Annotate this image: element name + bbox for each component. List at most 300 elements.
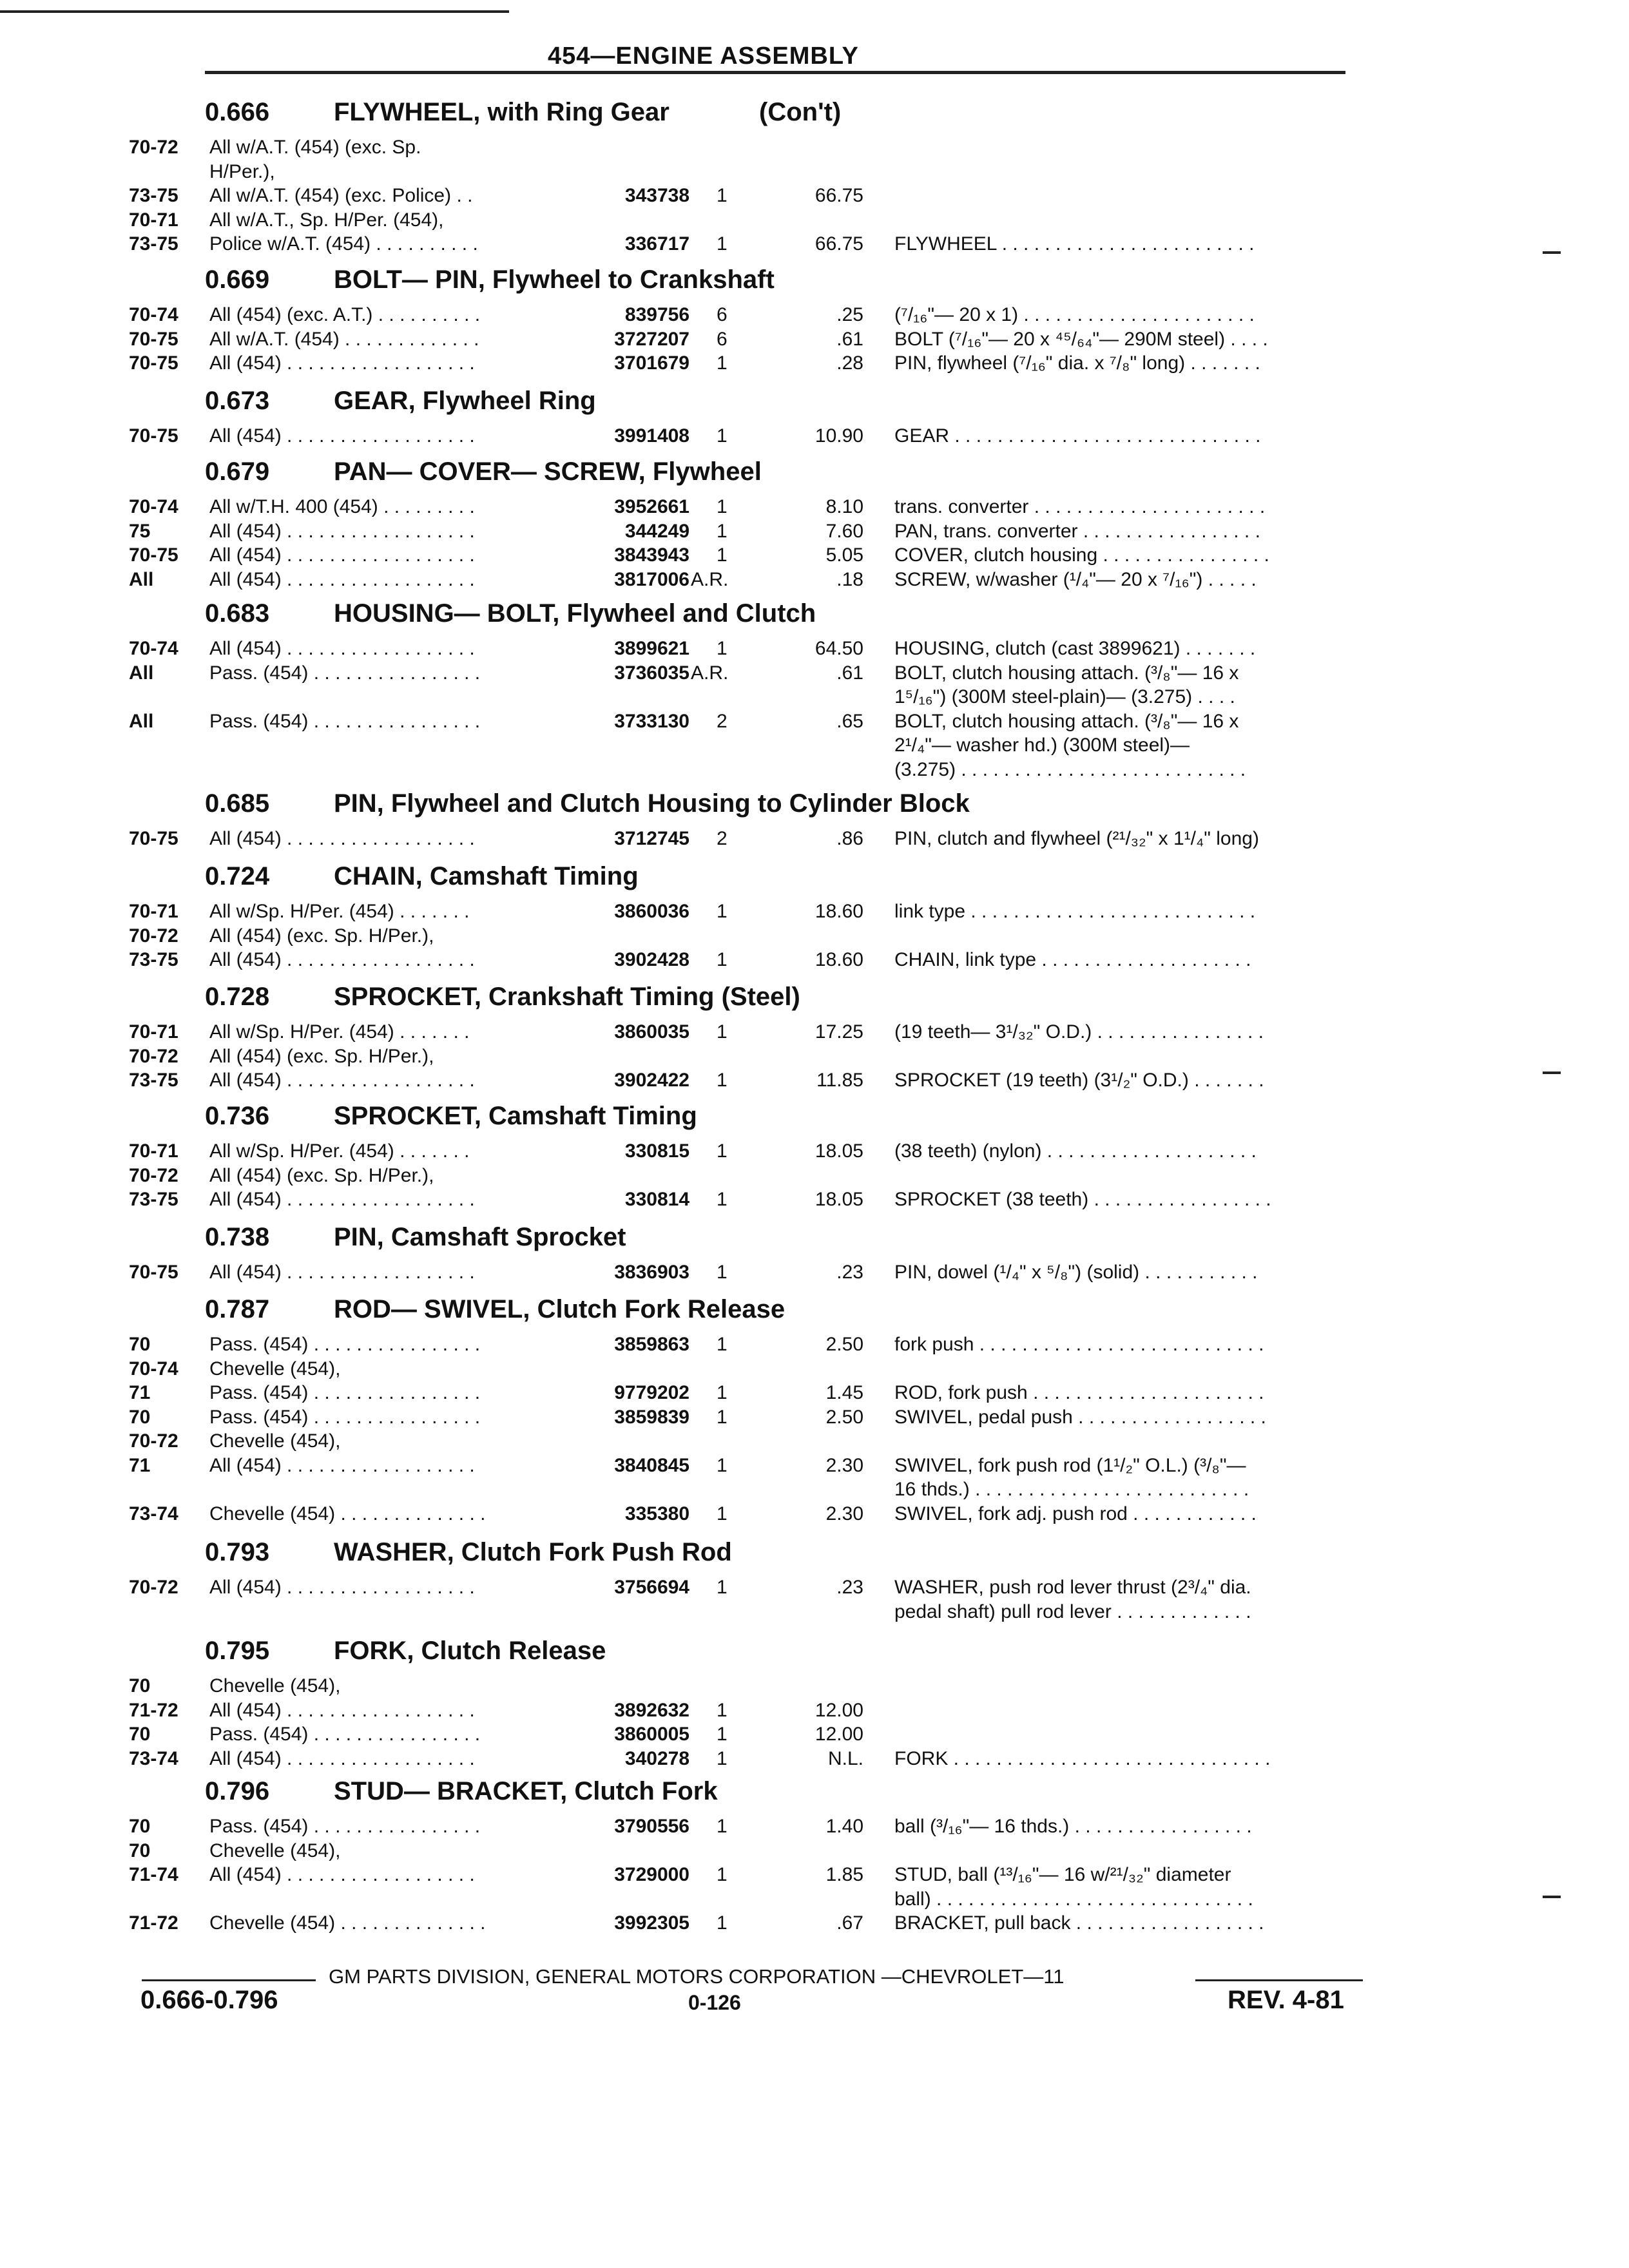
section-number: 0.738: [205, 1223, 270, 1251]
table-row: [0, 1503, 1629, 1528]
table-row: [0, 686, 1629, 711]
year-range: 70-72: [129, 1164, 178, 1186]
quantity: 1: [717, 544, 728, 566]
quantity: 1: [717, 1864, 728, 1885]
price: .28: [836, 352, 863, 374]
table-row: [0, 1407, 1629, 1431]
application: All (454) . . . . . . . . . . . . . . . . . .: [209, 352, 475, 374]
footer-section-range: 0.666-0.796: [140, 1986, 278, 2014]
year-range: 70-74: [129, 638, 178, 659]
price: 7.60: [825, 520, 863, 542]
section-number: 0.679: [205, 457, 270, 486]
price: 2.30: [825, 1454, 863, 1476]
price: .65: [836, 710, 863, 732]
price: .23: [836, 1262, 863, 1283]
section-title: CHAIN, Camshaft Timing: [334, 862, 639, 890]
section-continued: (Con't): [759, 98, 842, 126]
description: SPROCKET (38 teeth) . . . . . . . . . . . . . . . . .: [894, 1189, 1271, 1210]
section-number: 0.666: [205, 98, 270, 126]
application: Police w/A.T. (454) . . . . . . . . . .: [209, 233, 478, 255]
application: Pass. (454) . . . . . . . . . . . . . . . .: [209, 1724, 481, 1745]
year-range: 70-75: [129, 1262, 178, 1283]
quantity: 1: [717, 1140, 728, 1162]
application: All (454) . . . . . . . . . . . . . . . . . .: [209, 1747, 475, 1769]
description: link type . . . . . . . . . . . . . . . . . . . . . . . . . . .: [894, 901, 1256, 922]
section-title: GEAR, Flywheel Ring: [334, 387, 596, 415]
quantity: 1: [717, 1816, 728, 1837]
year-range: 70-72: [129, 1430, 178, 1452]
year-range: 73-74: [129, 1747, 178, 1769]
year-range: 70: [129, 1406, 151, 1428]
price: 1.45: [825, 1382, 863, 1403]
header-rule: [205, 71, 1345, 74]
section-title: SPROCKET, Crankshaft Timing (Steel): [334, 983, 800, 1011]
description: COVER, clutch housing . . . . . . . . . . . . . . . .: [894, 544, 1269, 566]
price: 8.10: [825, 496, 863, 517]
application: Chevelle (454),: [209, 1430, 341, 1452]
description: ROD, fork push . . . . . . . . . . . . . . . . . . . . . .: [894, 1382, 1264, 1403]
description: SPROCKET (19 teeth) (3¹/₂" O.D.) . . . . . . .: [894, 1070, 1264, 1091]
part-number: 3859863: [614, 1334, 689, 1355]
revision-label: REV. 4-81: [1228, 1986, 1344, 2014]
table-row: [0, 1888, 1629, 1913]
description: STUD, ball (¹³/₁₆"— 16 w/²¹/₃₂" diameter: [894, 1864, 1231, 1885]
table-row: [0, 304, 1629, 329]
year-range: 70-72: [129, 925, 178, 947]
table-row: [0, 1334, 1629, 1358]
section-number: 0.685: [205, 789, 270, 818]
year-range: 70-74: [129, 1358, 178, 1379]
year-range: 73-75: [129, 1070, 178, 1091]
part-number: 340278: [624, 1747, 689, 1769]
year-range: 70: [129, 1816, 151, 1837]
price: 2.50: [825, 1334, 863, 1355]
application: All (454) . . . . . . . . . . . . . . . . . .: [209, 828, 475, 849]
section-number: 0.796: [205, 1777, 270, 1805]
part-number: 3860035: [614, 1021, 689, 1043]
year-range: 70: [129, 1840, 151, 1861]
application: Chevelle (454) . . . . . . . . . . . . . .: [209, 1503, 486, 1524]
table-row: [0, 1070, 1629, 1094]
application: All (454) . . . . . . . . . . . . . . . . . .: [209, 520, 475, 542]
table-row: [0, 1189, 1629, 1213]
table-row: [0, 1675, 1629, 1700]
description: FORK . . . . . . . . . . . . . . . . . . . . . . . . . . . . . .: [894, 1747, 1271, 1769]
description: ball (³/₁₆"— 16 thds.) . . . . . . . . . . . . . . . . .: [894, 1816, 1252, 1837]
year-range: 75: [129, 520, 151, 542]
quantity: 1: [717, 949, 728, 970]
part-number: 330815: [624, 1140, 689, 1162]
description: GEAR . . . . . . . . . . . . . . . . . . . . . . . . . . . . .: [894, 425, 1261, 447]
year-range: 71: [129, 1382, 151, 1403]
section-title: PIN, Flywheel and Clutch Housing to Cylinder Block: [334, 789, 970, 818]
price: 18.60: [815, 901, 863, 922]
table-row: [0, 1577, 1629, 1601]
table-row: [0, 496, 1629, 521]
application: Chevelle (454),: [209, 1675, 341, 1696]
description: ball) . . . . . . . . . . . . . . . . . . . . . . . . . . . . . .: [894, 1888, 1253, 1910]
table-row: [0, 1358, 1629, 1383]
part-number: 9779202: [614, 1382, 689, 1403]
year-range: 70-75: [129, 544, 178, 566]
description: 16 thds.) . . . . . . . . . . . . . . . . . . . . . . . . . .: [894, 1479, 1249, 1500]
price: .23: [836, 1577, 863, 1598]
description: trans. converter . . . . . . . . . . . . . . . . . . . . . .: [894, 496, 1266, 517]
quantity: 1: [717, 1699, 728, 1721]
margin-mark: [1543, 1896, 1561, 1898]
application: All w/A.T., Sp. H/Per. (454),: [209, 209, 444, 231]
description: CHAIN, link type . . . . . . . . . . . . . . . . . . . .: [894, 949, 1251, 970]
application: All (454) . . . . . . . . . . . . . . . . . .: [209, 1070, 475, 1091]
margin-mark: [1543, 251, 1561, 254]
description: SWIVEL, pedal push . . . . . . . . . . . . . . . . . .: [894, 1406, 1266, 1428]
description: 2¹/₄"— washer hd.) (300M steel)—: [894, 735, 1190, 756]
quantity: 1: [717, 1189, 728, 1210]
description: pedal shaft) pull rod lever . . . . . . . . . . . . .: [894, 1600, 1251, 1622]
application: All (454) . . . . . . . . . . . . . . . . . .: [209, 1577, 475, 1598]
part-number: 3736035: [614, 662, 689, 684]
section-number: 0.736: [205, 1102, 270, 1130]
table-row: [0, 1700, 1629, 1724]
part-number: 3756694: [614, 1577, 689, 1598]
year-range: 70-75: [129, 425, 178, 447]
part-number: 3860036: [614, 901, 689, 922]
year-range: 70-75: [129, 828, 178, 849]
description: (38 teeth) (nylon) . . . . . . . . . . . . . . . . . . . .: [894, 1140, 1257, 1162]
year-range: 70-71: [129, 901, 178, 922]
year-range: 70-72: [129, 1045, 178, 1067]
part-number: 335380: [624, 1503, 689, 1524]
year-range: 70-72: [129, 1577, 178, 1598]
section-number: 0.669: [205, 265, 270, 294]
table-row: [0, 828, 1629, 852]
price: 18.60: [815, 949, 863, 970]
application: All (454) (exc. Sp. H/Per.),: [209, 925, 434, 947]
part-number: 3859839: [614, 1406, 689, 1428]
year-range: All: [129, 568, 154, 590]
description: (⁷/₁₆"— 20 x 1) . . . . . . . . . . . . . . . . . . . . . .: [894, 304, 1255, 325]
price: 18.05: [815, 1140, 863, 1162]
description: PIN, dowel (¹/₄" x ⁵/₈") (solid) . . . . . . . . . . .: [894, 1262, 1258, 1283]
description: HOUSING, clutch (cast 3899621) . . . . . . .: [894, 638, 1256, 659]
quantity: 1: [717, 425, 728, 447]
part-number: 3840845: [614, 1454, 689, 1476]
year-range: 70-74: [129, 304, 178, 325]
section-title: WASHER, Clutch Fork Push Rod: [334, 1538, 732, 1566]
table-row: [0, 759, 1629, 783]
description: (19 teeth— 3¹/₃₂" O.D.) . . . . . . . . . . . . . . . .: [894, 1021, 1264, 1043]
margin-mark: [1543, 1072, 1561, 1074]
application: Pass. (454) . . . . . . . . . . . . . . . .: [209, 662, 481, 684]
quantity: 1: [717, 1382, 728, 1403]
price: 1.40: [825, 1816, 863, 1837]
part-number: 3991408: [614, 425, 689, 447]
application: All (454) . . . . . . . . . . . . . . . . . .: [209, 568, 475, 590]
year-range: 73-75: [129, 1189, 178, 1210]
table-row: [0, 521, 1629, 545]
quantity: 1: [717, 1334, 728, 1355]
description: BRACKET, pull back . . . . . . . . . . . . . . . . . .: [894, 1912, 1264, 1934]
application: All (454) . . . . . . . . . . . . . . . . . .: [209, 1454, 475, 1476]
table-row: [0, 544, 1629, 569]
table-row: [0, 1046, 1629, 1070]
table-row: [0, 1864, 1629, 1888]
part-number: 839756: [624, 304, 689, 325]
application: All w/Sp. H/Per. (454) . . . . . . .: [209, 1140, 470, 1162]
table-row: [0, 1601, 1629, 1626]
quantity: 1: [717, 1577, 728, 1598]
year-range: 73-75: [129, 949, 178, 970]
part-number: 3992305: [614, 1912, 689, 1934]
application: Pass. (454) . . . . . . . . . . . . . . . .: [209, 1382, 481, 1403]
application: All (454) . . . . . . . . . . . . . . . . . .: [209, 1262, 475, 1283]
part-number: 3902422: [614, 1070, 689, 1091]
part-number: 3712745: [614, 828, 689, 849]
section-title: SPROCKET, Camshaft Timing: [334, 1102, 697, 1130]
section-number: 0.683: [205, 599, 270, 628]
application: All w/T.H. 400 (454) . . . . . . . . .: [209, 496, 475, 517]
table-row: [0, 638, 1629, 662]
description: (3.275) . . . . . . . . . . . . . . . . . . . . . . . . . . .: [894, 758, 1246, 780]
part-number: 3902428: [614, 949, 689, 970]
section-number: 0.673: [205, 387, 270, 415]
table-row: [0, 1479, 1629, 1503]
application: All (454) . . . . . . . . . . . . . . . . . .: [209, 544, 475, 566]
table-row: [0, 161, 1629, 186]
price: .67: [836, 1912, 863, 1934]
page-number: 0-126: [688, 1991, 741, 2014]
quantity: 1: [717, 496, 728, 517]
part-number: 343738: [624, 185, 689, 206]
quantity: 1: [717, 901, 728, 922]
part-number: 3892632: [614, 1699, 689, 1721]
section-number: 0.795: [205, 1637, 270, 1665]
year-range: 70-71: [129, 209, 178, 231]
price: .18: [836, 568, 863, 590]
quantity: 1: [717, 1021, 728, 1043]
application: All (454) . . . . . . . . . . . . . . . . . .: [209, 1699, 475, 1721]
quantity: 1: [717, 1454, 728, 1476]
price: 10.90: [815, 425, 863, 447]
description: PIN, flywheel (⁷/₁₆" dia. x ⁷/₈" long) . . . . . . .: [894, 352, 1260, 374]
quantity: 2: [717, 828, 728, 849]
year-range: 73-75: [129, 233, 178, 255]
section-title: BOLT— PIN, Flywheel to Crankshaft: [334, 265, 775, 294]
application: Chevelle (454),: [209, 1358, 341, 1379]
section-number: 0.724: [205, 862, 270, 890]
table-row: [0, 1724, 1629, 1748]
quantity: 6: [717, 304, 728, 325]
description: 1⁵/₁₆") (300M steel-plain)— (3.275) . . . .: [894, 686, 1235, 707]
section-title: PIN, Camshaft Sprocket: [334, 1223, 626, 1251]
application: All w/Sp. H/Per. (454) . . . . . . .: [209, 1021, 470, 1043]
price: .25: [836, 304, 863, 325]
application: All w/A.T. (454) (exc. Police) . .: [209, 185, 473, 206]
year-range: 70: [129, 1675, 151, 1696]
table-row: [0, 662, 1629, 687]
quantity: 1: [717, 1724, 728, 1745]
table-row: [0, 569, 1629, 593]
description: BOLT, clutch housing attach. (³/₈"— 16 x: [894, 710, 1239, 732]
year-range: 71-72: [129, 1912, 178, 1934]
application: Pass. (454) . . . . . . . . . . . . . . . .: [209, 1334, 481, 1355]
price: 5.05: [825, 544, 863, 566]
table-row: [0, 1840, 1629, 1865]
quantity: 1: [717, 1747, 728, 1769]
part-number: 336717: [624, 233, 689, 255]
quantity: 1: [717, 520, 728, 542]
application: All (454) . . . . . . . . . . . . . . . . . .: [209, 638, 475, 659]
year-range: 71-72: [129, 1699, 178, 1721]
quantity: 1: [717, 1406, 728, 1428]
description: BOLT, clutch housing attach. (³/₈"— 16 x: [894, 662, 1239, 684]
application: All (454) . . . . . . . . . . . . . . . . . .: [209, 949, 475, 970]
price: 2.30: [825, 1503, 863, 1524]
footer-rule-right: [1195, 1979, 1363, 1981]
year-range: All: [129, 710, 154, 732]
top-rule: [0, 10, 509, 13]
table-row: [0, 352, 1629, 377]
quantity: A.R.: [691, 568, 729, 590]
description: PAN, trans. converter . . . . . . . . . . . . . . . . .: [894, 520, 1260, 542]
application: All (454) (exc. A.T.) . . . . . . . . . .: [209, 304, 481, 325]
price: .61: [836, 662, 863, 684]
part-number: 3727207: [614, 328, 689, 350]
table-row: [0, 209, 1629, 234]
quantity: 1: [717, 1070, 728, 1091]
section-number: 0.728: [205, 983, 270, 1011]
year-range: 70: [129, 1724, 151, 1745]
price: 64.50: [815, 638, 863, 659]
description: PIN, clutch and flywheel (²¹/₃₂" x 1¹/₄" long): [894, 828, 1259, 849]
part-number: 3817006: [614, 568, 689, 590]
quantity: 2: [717, 710, 728, 732]
year-range: 70-75: [129, 352, 178, 374]
quantity: 1: [717, 185, 728, 206]
application: All w/A.T. (454) (exc. Sp.: [209, 137, 421, 158]
part-number: 3701679: [614, 352, 689, 374]
table-row: [0, 1262, 1629, 1286]
table-row: [0, 949, 1629, 974]
price: 12.00: [815, 1724, 863, 1745]
quantity: 1: [717, 352, 728, 374]
quantity: A.R.: [691, 662, 729, 684]
price: 12.00: [815, 1699, 863, 1721]
description: BOLT (⁷/₁₆"— 20 x ⁴⁵/₆₄"— 290M steel) . . . .: [894, 328, 1268, 350]
description: fork push . . . . . . . . . . . . . . . . . . . . . . . . . . .: [894, 1334, 1264, 1355]
year-range: 71: [129, 1454, 151, 1476]
application: Pass. (454) . . . . . . . . . . . . . . . .: [209, 1816, 481, 1837]
section-title: ROD— SWIVEL, Clutch Fork Release: [334, 1295, 786, 1323]
table-row: [0, 901, 1629, 925]
table-row: [0, 329, 1629, 353]
table-row: [0, 233, 1629, 258]
application: Chevelle (454),: [209, 1840, 341, 1861]
price: .61: [836, 328, 863, 350]
part-number: 3843943: [614, 544, 689, 566]
year-range: 70-74: [129, 496, 178, 517]
section-title: FLYWHEEL, with Ring Gear: [334, 98, 670, 126]
table-row: [0, 1912, 1629, 1937]
application: All (454) . . . . . . . . . . . . . . . . . .: [209, 425, 475, 447]
table-row: [0, 185, 1629, 209]
price: 11.85: [816, 1070, 863, 1091]
application: All (454) . . . . . . . . . . . . . . . . . .: [209, 1189, 475, 1210]
table-row: [0, 925, 1629, 950]
section-title: FORK, Clutch Release: [334, 1637, 606, 1665]
quantity: 1: [717, 1503, 728, 1524]
table-row: [0, 137, 1629, 161]
price: 17.25: [815, 1021, 863, 1043]
quantity: 6: [717, 328, 728, 350]
application: H/Per.),: [209, 160, 275, 182]
quantity: 1: [717, 1262, 728, 1283]
section-number: 0.787: [205, 1295, 270, 1323]
year-range: 73-74: [129, 1503, 178, 1524]
description: SCREW, w/washer (¹/₄"— 20 x ⁷/₁₆") . . . . .: [894, 568, 1257, 590]
part-number: 3899621: [614, 638, 689, 659]
table-row: [0, 1748, 1629, 1773]
table-row: [0, 1816, 1629, 1840]
part-number: 3790556: [614, 1816, 689, 1837]
part-number: 344249: [624, 520, 689, 542]
table-row: [0, 1382, 1629, 1407]
application: All (454) (exc. Sp. H/Per.),: [209, 1164, 434, 1186]
year-range: 70-71: [129, 1021, 178, 1043]
part-number: 3952661: [614, 496, 689, 517]
table-row: [0, 1140, 1629, 1165]
price: 1.85: [825, 1864, 863, 1885]
price: .86: [836, 828, 863, 849]
table-row: [0, 735, 1629, 759]
part-number: 330814: [624, 1189, 689, 1210]
part-number: 3729000: [614, 1864, 689, 1885]
description: SWIVEL, fork adj. push rod . . . . . . . . . . . .: [894, 1503, 1257, 1524]
page-title: 454—ENGINE ASSEMBLY: [548, 43, 859, 70]
application: All (454) . . . . . . . . . . . . . . . . . .: [209, 1864, 475, 1885]
table-row: [0, 1021, 1629, 1046]
description: WASHER, push rod lever thrust (2³/₄" dia.: [894, 1577, 1251, 1598]
year-range: 73-75: [129, 185, 178, 206]
price: 66.75: [815, 233, 863, 255]
table-row: [0, 1165, 1629, 1189]
year-range: 71-74: [129, 1864, 178, 1885]
quantity: 1: [717, 638, 728, 659]
table-row: [0, 1430, 1629, 1455]
year-range: 70-71: [129, 1140, 178, 1162]
section-title: HOUSING— BOLT, Flywheel and Clutch: [334, 599, 816, 628]
year-range: 70-75: [129, 328, 178, 350]
description: FLYWHEEL . . . . . . . . . . . . . . . . . . . . . . . .: [894, 233, 1255, 255]
price: 18.05: [815, 1189, 863, 1210]
year-range: 70: [129, 1334, 151, 1355]
price: N.L.: [827, 1747, 863, 1769]
footer-credit: GM PARTS DIVISION, GENERAL MOTORS CORPORATION —CHEVROLET—11: [329, 1965, 1065, 1988]
application: All (454) (exc. Sp. H/Per.),: [209, 1045, 434, 1067]
table-row: [0, 711, 1629, 735]
section-title: STUD— BRACKET, Clutch Fork: [334, 1777, 718, 1805]
application: All w/A.T. (454) . . . . . . . . . . . . .: [209, 328, 479, 350]
section-title: PAN— COVER— SCREW, Flywheel: [334, 457, 762, 486]
price: 66.75: [815, 185, 863, 206]
application: Pass. (454) . . . . . . . . . . . . . . . .: [209, 1406, 481, 1428]
application: Chevelle (454) . . . . . . . . . . . . . .: [209, 1912, 486, 1934]
table-row: [0, 425, 1629, 450]
year-range: All: [129, 662, 154, 684]
quantity: 1: [717, 1912, 728, 1934]
description: SWIVEL, fork push rod (1¹/₂" O.L.) (³/₈"—: [894, 1454, 1246, 1476]
application: All w/Sp. H/Per. (454) . . . . . . .: [209, 901, 470, 922]
